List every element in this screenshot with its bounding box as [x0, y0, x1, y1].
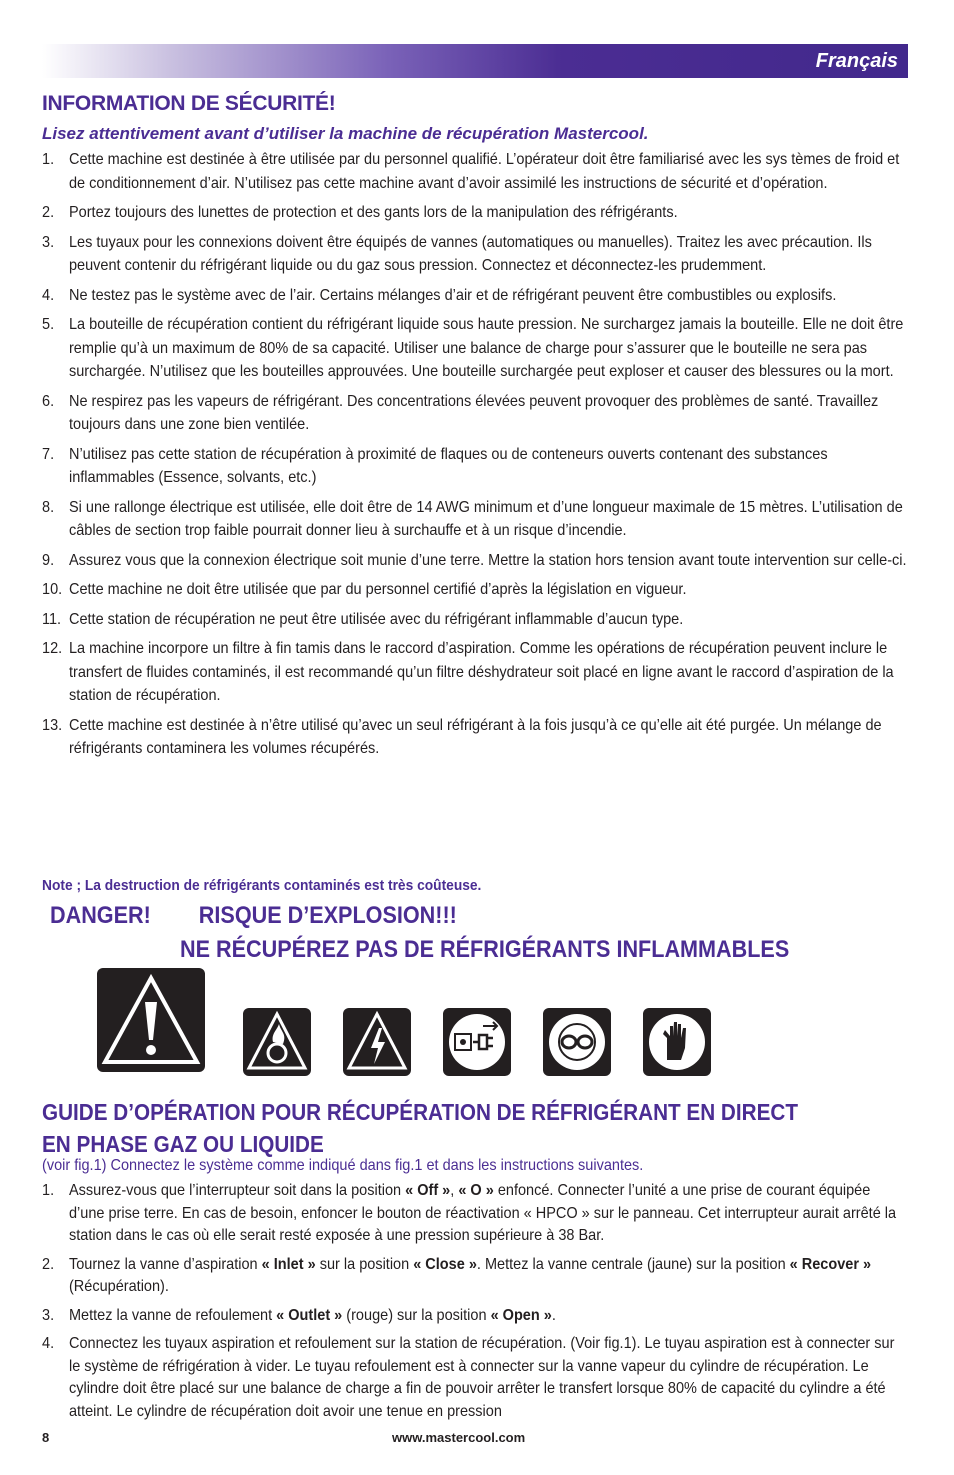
guide-title [42, 1096, 798, 1160]
guide-step-text: Mettez la vanne de refoulement [68, 1306, 277, 1324]
safety-item-text: Cette machine ne doit être utilisée que par du personnel certifié d’après la législation en vigueur. [68, 581, 687, 598]
guide-step-text: , [450, 1182, 459, 1199]
safety-item-number: 6. [42, 392, 55, 410]
footer-url: www.mastercool.com [392, 1430, 526, 1445]
guide-title-line2: EN PHASE GAZ OU LIQUIDE [42, 1131, 324, 1157]
guide-step-text: . Mettez la vanne centrale (jaune) sur la position [476, 1255, 790, 1273]
safety-item-text: N’utilisez pas cette station de récupération à proximité de flaques ou de conteneurs ouverts contenant des substances inflammables (Essence, solvants, etc.) [68, 445, 828, 486]
guide-step-keyword: « Inlet » [261, 1255, 316, 1273]
safety-item-text: Cette station de récupération ne peut être utilisée avec du réfrigérant inflammable d’aucun type. [68, 610, 684, 628]
guide-step-text: (rouge) sur la position [342, 1306, 491, 1324]
flammable-icon [243, 1008, 311, 1076]
danger-heading [50, 902, 457, 930]
guide-step-keyword: « Recover » [789, 1255, 872, 1273]
guide-step-keyword: « Off » [405, 1182, 451, 1199]
safety-subtitle: Lisez attentivement avant d’utiliser la machine de récupération Mastercool. [42, 124, 649, 143]
guide-step-text: Tournez la vanne d’aspiration [68, 1255, 262, 1273]
guide-step-text: Assurez-vous que l’interrupteur soit dans la position [68, 1182, 406, 1199]
safety-item-number: 4. [42, 286, 55, 304]
guide-title-line1: GUIDE D’OPÉRATION POUR RÉCUPÉRATION DE RÉFRIGÉRANT EN DIRECT [42, 1099, 798, 1125]
safety-item-number: 1. [42, 151, 55, 168]
safety-item-text: Si une rallonge électrique est utilisée, elle doit être de 14 AWG minimum et d’une longueur maximale de 15 mètres. L’utilisation de câbles de section trop faible pourrait donner lieu à surchauffe et à un risque d’incendie. [68, 498, 903, 539]
safety-item [42, 201, 908, 225]
guide-step-keyword: « Open » [490, 1306, 552, 1324]
guide-step [42, 1333, 908, 1423]
safety-item [42, 148, 908, 195]
safety-goggles-icon [543, 1008, 611, 1076]
note: Note ; La destruction de réfrigérants contaminés est très coûteuse. [42, 878, 482, 894]
guide-step [42, 1254, 908, 1299]
safety-item-number: 3. [42, 233, 55, 251]
safety-item-text: Ne respirez pas les vapeurs de réfrigérant. Des concentrations élevées peuvent provoquer des problèmes de santé. Travaillez toujours dans une zone bien ventilée. [68, 392, 879, 433]
guide-step [42, 1305, 908, 1328]
safety-item [42, 390, 908, 437]
language-label: Français [815, 50, 898, 72]
guide-step-number: 2. [42, 1255, 55, 1273]
guide-step [42, 1180, 908, 1248]
safety-list [42, 148, 908, 767]
guide-step-keyword: « O » [458, 1182, 494, 1199]
danger-label: DANGER! [50, 902, 151, 929]
safety-item-text: La machine incorpore un filtre à fin tamis dans le raccord d’aspiration. Comme les opérations de récupération peuvent inclure le transfert de fluides contaminés, il est recommandé qu’un filtre déshydrateur soit placé en ligne avant le raccord d’aspiration de la station de récupération. [68, 640, 894, 704]
safety-item-text: Cette machine est destinée à n’être utilisé qu’avec un seul réfrigérant à la fois jusqu’à ce qu’elle ait été purgée. Un mélange de réfrigérants contaminera les volumes récupérés. [68, 716, 882, 757]
safety-title: INFORMATION DE SÉCURITÉ! [42, 92, 336, 115]
safety-item [42, 578, 908, 602]
safety-item-number: 12. [42, 640, 63, 657]
safety-item [42, 714, 908, 761]
safety-item-text: Cette machine est destinée à être utilisée par du personnel qualifié. L’opérateur doit être familiarisé avec les sys tèmes de froid et de conditionnement d’air. N’utilisez pas cette machine avant d’avoir assimilé les instructions de sécurité et d’opération. [68, 151, 900, 192]
safety-item [42, 549, 908, 573]
safety-item-text: La bouteille de récupération contient du réfrigérant liquide sous haute pression. Ne surchargez jamais la bouteille. Elle ne doit être remplie qu’à un maximum de 80% de sa capacité. Utiliser une balance de charge pour s’assurer que le bouteille ne sera pas surchargée. N’utilisez que les bouteilles approuvées. Une bouteille surchargée peut exploser et causer des blessures ou la mort. [68, 316, 904, 380]
guide-steps [42, 1180, 908, 1429]
safety-item [42, 284, 908, 308]
safety-item [42, 443, 908, 490]
guide-step-keyword: « Close » [413, 1255, 477, 1273]
safety-item [42, 231, 908, 278]
guide-step-text: . [551, 1306, 556, 1324]
safety-item-text: Assurez vous que la connexion électrique soit munie d’une terre. Mettre la station hors tension avant toute intervention sur celle-ci. [68, 551, 907, 569]
danger-line1: RISQUE D’EXPLOSION!!! [198, 902, 457, 929]
safety-item [42, 496, 908, 543]
guide-step-number: 4. [42, 1335, 55, 1352]
safety-item-text: Ne testez pas le système avec de l’air. Certains mélanges d’air et de réfrigérant peuvent être combustibles ou explosifs. [68, 286, 837, 304]
safety-item [42, 313, 908, 384]
guide-step-keyword: « Outlet » [276, 1306, 343, 1324]
gloves-icon [643, 1008, 711, 1076]
safety-item-number: 2. [42, 204, 55, 221]
safety-item-number: 9. [42, 551, 55, 569]
safety-item-number: 13. [42, 716, 63, 734]
safety-item-number: 7. [42, 445, 55, 463]
electric-shock-icon [343, 1008, 411, 1076]
warning-icon [97, 968, 205, 1072]
safety-item [42, 637, 908, 708]
safety-item-number: 11. [42, 610, 62, 628]
safety-item-number: 10. [42, 581, 63, 598]
guide-step-text: sur la position [315, 1255, 414, 1273]
safety-item-text: Les tuyaux pour les connexions doivent être équipés de vannes (automatiques ou manuelles). Traitez les avec précaution. Ils peuvent contenir du réfrigérant liquide ou du gaz sous pression. Connectez et déconnectez-les prudemment. [68, 233, 872, 274]
danger-line2: NE RÉCUPÉREZ PAS DE RÉFRIGÉRANTS INFLAMMABLES [180, 936, 790, 963]
safety-item [42, 608, 908, 632]
safety-item-number: 8. [42, 498, 55, 516]
guide-step-text: (Récupération). [68, 1278, 169, 1295]
guide-step-number: 3. [42, 1306, 55, 1324]
page-number: 8 [42, 1430, 50, 1445]
safety-item-number: 5. [42, 316, 55, 333]
guide-intro: (voir fig.1) Connectez le système comme indiqué dans fig.1 et dans les instructions suivantes. [42, 1157, 644, 1174]
language-header-bar [42, 44, 908, 78]
guide-step-text: Connectez les tuyaux aspiration et refoulement sur la station de récupération. (Voir fig.1). Le tuyau aspiration est à connecter sur le système de réfrigération à vider. Le tuyau refoulement est à connecter sur la vanne vapeur du cylindre de récupération. Le cylindre doit être placé sur une balance de charge a fin de pouvoir arrêter le transfert lorsque 80% de capacité du cylindre a été atteint. Le cylindre de récupération doit avoir une tenue en pression [68, 1335, 895, 1420]
unplug-icon [443, 1008, 511, 1076]
safety-item-text: Portez toujours des lunettes de protection et des gants lors de la manipulation des réfrigérants. [68, 204, 678, 221]
guide-step-text: enfoncé. Connecter l’unité a une prise de courant équipée d’une prise terre. En cas de besoin, enfoncer le bouton de réactivation « HPCO » sur le panneau. Cet interrupteur aurait arrêté la station dans le cas où elle serait resté exposée à une pression supérieure à 38 Bar. [68, 1182, 897, 1244]
guide-step-number: 1. [42, 1182, 55, 1199]
